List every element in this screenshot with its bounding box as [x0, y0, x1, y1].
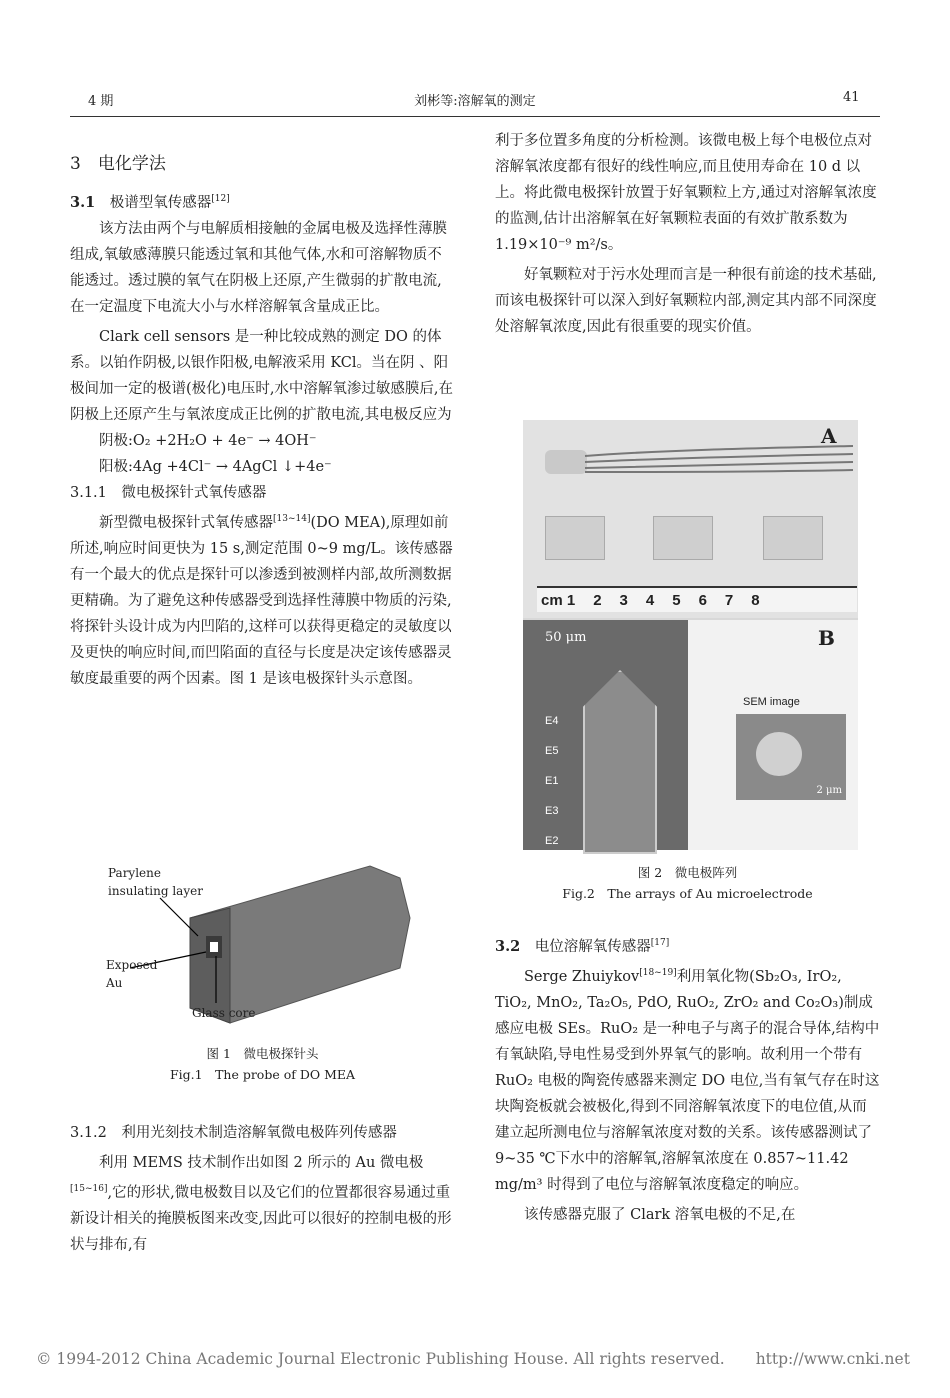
left-column-bottom [70, 1120, 455, 1258]
paragraph: 好氧颗粒对于污水处理而言是一种很有前途的技术基础,而该电极探针可以深入到好氧颗粒内部,测定其内部不同深度处溶解氧浓度,因此有很重要的现实价值。 [495, 267, 877, 335]
chip-3 [763, 516, 823, 560]
paragraph: 该传感器克服了 Clark 溶氧电极的不足,在 [524, 1206, 796, 1223]
probe-tip [583, 670, 657, 854]
paragraph: 利用 MEMS 技术制作出如图 2 所示的 Au 微电极[15~16],它的形状,微电极数目以及它们的位置都很容易通过重新设计相关的掩膜板图来改变,因此可以很好的控制电极的形状与排布,有 [70, 1155, 452, 1253]
label-exposed-au: Exposed Au [106, 958, 158, 990]
figure-2-caption: 图 2 微电极阵列 Fig.2 The arrays of Au microelectrode [562, 865, 813, 901]
sem-particle [756, 732, 802, 776]
running-header-title: 刘彬等:溶解氧的测定 [414, 94, 536, 109]
paragraph: 利于多位置多角度的分析检测。该微电极上每个电极位点对溶解氧浓度都有很好的线性响应,而且使用寿命在 10 d 以上。将此微电极探针放置于好氧颗粒上方,通过对溶解氧浓度的监测,估计出溶解氧在好氧颗粒表面的有效扩散系数为 1.19×10⁻⁹ m²/s。 [495, 133, 877, 253]
section-heading-3: 3 电化学法 [70, 154, 166, 174]
sem-scale: 2 μm [816, 785, 842, 796]
label-parylene: Parylene insulating layer [108, 866, 203, 898]
figure-2-microelectrode-array [523, 420, 858, 850]
figure-1-caption: 图 1 微电极探针头 Fig.1 The probe of DO MEA [169, 1046, 356, 1082]
copyright-footer: © 1994-2012 China Academic Journal Electronic Publishing House. All rights reserved. http://www.cnki.net [36, 1350, 910, 1368]
sem-label: SEM image [743, 696, 800, 708]
paragraph: Clark cell sensors 是一种比较成熟的测定 DO 的体系。以铂作阴极,以银作阳极,电解液采用 KCl。当在阴 、阳极间加一定的极谱(极化)电压时,水中溶解氧渗过敏感膜后,在阴极上还原产生与氧浓度成正比例的扩散电流,其电极反应为 [70, 328, 454, 423]
right-column-bottom [495, 930, 880, 1228]
panel-a-photo [523, 420, 858, 618]
equation-anode: 阳极:4Ag +4Cl⁻ → 4AgCl ↓+4e⁻ [99, 458, 332, 475]
left-column [70, 150, 455, 692]
panel-a-label: A [821, 424, 837, 448]
right-column-top [495, 128, 880, 340]
wires [523, 420, 858, 500]
sem-image [736, 714, 846, 800]
panel-b-label: B [818, 626, 835, 650]
chip-2 [653, 516, 713, 560]
running-header-issue: 4 期 [88, 94, 114, 109]
paragraph: Serge Zhuiykov[18~19]利用氧化物(Sb₂O₃, IrO₂, TiO₂, MnO₂, Ta₂O₅, PdO, RuO₂, ZrO₂ and Co₂O₃)制成感应电极 SEs。RuO₂ 是一种电子与离子的混合导体,结构中有氧缺陷,导电性易受到外界氧气的影响。故利用一个带有 RuO₂ 电极的陶瓷传感器来测定 DO 电位,当有氧气存在时这块陶瓷板就会被极化,得到不同溶解氧浓度下的电位值,从而建立起所测电位与溶解氧浓度对数的关系。该传感器测试了9~35 ℃下水中的溶解氧,溶解氧浓度在 0.857~11.42 mg/m³ 时得到了电位与溶解氧浓度稳定的响应。 [495, 967, 880, 1193]
panel-b-micrograph [523, 620, 688, 850]
subsection-heading-3-1-2: 3.1.2 利用光刻技术制造溶解氧微电极阵列传感器 [70, 1125, 397, 1141]
label-glass-core: Glass core [192, 1006, 256, 1020]
subsection-heading-3-1: 3.1 极谱型氧传感器[12] [70, 193, 230, 211]
ruler: cm 1 2 3 4 5 6 7 8 [537, 586, 857, 612]
panel-b-sem [688, 620, 858, 850]
scale-bar-label: 50 μm [545, 630, 587, 645]
subsection-heading-3-2: 3.2 电位溶解氧传感器[17] [495, 937, 670, 955]
exposed-au [210, 942, 218, 952]
electrode-labels: E4 E5 E1 E3 E2 [545, 715, 559, 847]
paragraph: 该方法由两个与电解质相接触的金属电极及选择性薄膜组成,氧敏感薄膜只能透过氧和其他气体,水和可溶解物质不能透过。透过膜的氧气在阴极上还原,产生微弱的扩散电流,在一定温度下电流大小与水样溶解氧含量成正比。 [70, 220, 447, 315]
chip-1 [545, 516, 605, 560]
page-number: 41 [843, 90, 860, 105]
header-rule [70, 116, 880, 117]
figure-1-probe [100, 858, 440, 1028]
paragraph: 新型微电极探针式氧传感器[13~14](DO MEA),原理如前所述,响应时间更快为 15 s,测定范围 0~9 mg/L。该传感器有一个最大的优点是探针可以渗透到被测样内部,故所测数据更精确。为了避免这种传感器受到选择性薄膜中物质的污染,将探针头设计成为内凹陷的,这样可以获得更稳定的灵敏度以及更快的响应时间,而凹陷面的直径与长度是决定该传感器灵敏度最重要的两个因素。图 1 是该电极探针头示意图。 [70, 513, 453, 687]
equation-cathode: 阴极:O₂ +2H₂O + 4e⁻ → 4OH⁻ [99, 432, 317, 449]
subsection-heading-3-1-1: 3.1.1 微电极探针式氧传感器 [70, 484, 267, 501]
